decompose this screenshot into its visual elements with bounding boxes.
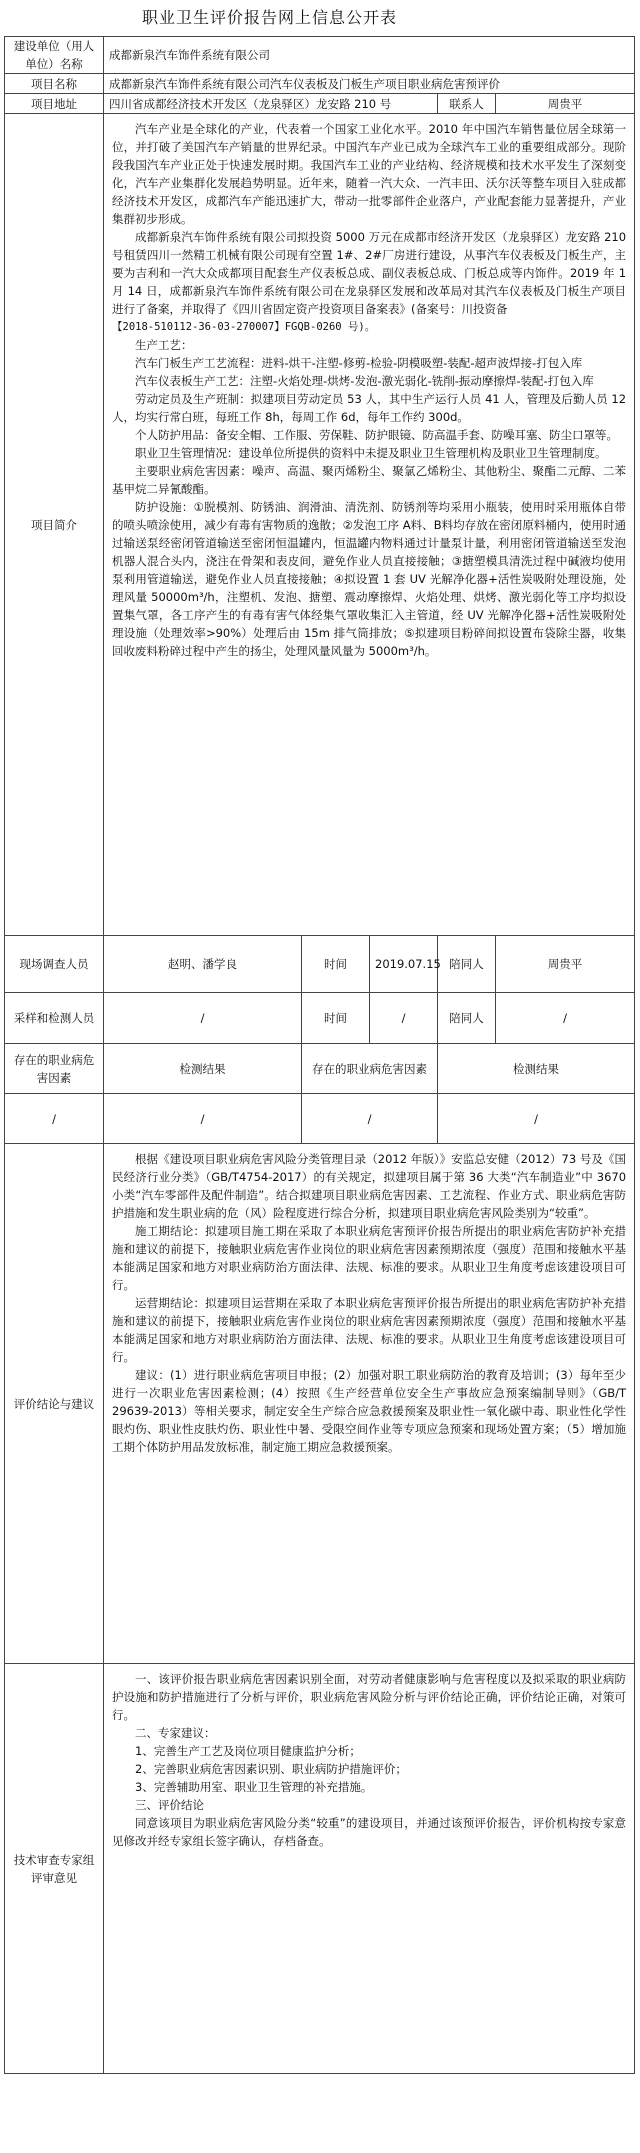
sampling-staff-label: 采样和检测人员 <box>5 993 104 1044</box>
survey-companion-label: 陪同人 <box>438 936 496 993</box>
test-result-value: / <box>104 1094 302 1144</box>
project-name-row <box>5 74 635 94</box>
contact-name: 周贵平 <box>496 94 635 114</box>
survey-staff-label: 现场调查人员 <box>5 936 104 993</box>
expert-line: 2、完善职业病危害因素识别、职业病防护措施评价； <box>135 1762 407 1776</box>
summary-paragraph: 防护设施：①脱模剂、防锈油、润滑油、清洗剂、防锈剂等均采用小瓶装，使用时采用瓶体自带的喷头喷涂使用，减少有毒有害物质的逸散；②发泡工序 A料、B料均存放在密闭原料桶内，使用时通过输送泵经密闭管道输送至密闭恒温罐内，恒温罐内物料通过计量泵计量，利用密闭管道输送至发泡机器人混合头内，浇注在骨架和表皮间，避免作业人员直接接触；③搪塑模具清洗过程中碱液均使用泵利用管道输送，避免作业人员直接接触；④拟设置 1 套 UV 光解净化器+活性炭吸附处理设施，处理风量 50000m³/h，注塑机、发泡、搪塑、震动摩擦焊、火焰处理、烘烤、激光弱化等工序均拟设置集气罩，各工序产生的有毒有害气体经集气罩收集汇入主管道，经 UV 光解净化器+活性炭吸附处理设施（处理效率>90%）处理后由 15m 排气筒排放；⑤拟建项目粉碎间拟设置布袋除尘器，收集回收废料粉碎过程中产生的扬尘，处理风量风量为 5000m³/h。 <box>112 500 627 658</box>
summary-paragraph: 生产工艺： <box>135 338 193 352</box>
test-result-header: 检测结果 <box>104 1044 302 1094</box>
summary-paragraph: 汽车仪表板生产工艺：注塑-火焰处理-烘烤-发泡-激光弱化-铣削-振动摩擦焊-装配-打包入库 <box>135 374 594 388</box>
project-address-label: 项目地址 <box>5 94 104 114</box>
sampling-date: / <box>370 993 438 1044</box>
summary-record-code: 【2018-510112-36-03-270007】FGQB-0260 号)。 <box>112 321 376 333</box>
hazard-factor-header: 存在的职业病危害因素 <box>302 1044 438 1094</box>
expert-row <box>5 1664 635 2074</box>
disclosure-table <box>4 36 635 2074</box>
summary-row <box>5 114 635 936</box>
summary-paragraph: 汽车门板生产工艺流程：进料-烘干-注塑-修剪-检验-阴模吸塑-装配-超声波焊接-打包入库 <box>135 356 583 370</box>
org-row <box>5 37 635 74</box>
expert-line: 3、完善辅助用室、职业卫生管理的补充措施。 <box>135 1780 373 1794</box>
summary-paragraph: 汽车产业是全球化的产业，代表着一个国家工业化水平。2010 年中国汽车销售量位居全球第一位，并打破了美国汽车产销量的世界纪录。中国汽车产业已成为全球汽车工业的重要组成部分。现阶段我国汽车产业正处于快速发展时期。我国汽车工业的产业结构、经济规模和技术水平发生了深刻变化，汽车产业集群化发展趋势明显。近年来，随着一汽大众、一汽丰田、沃尔沃等整车项目入驻成都经济技术开发区，成都汽车产能迅速扩大，带动一批零部件企业落户，产业配套能力显著提升，产业集群初步形成。 <box>112 122 627 226</box>
page-title: 职业卫生评价报告网上信息公开表 <box>142 8 398 27</box>
expert-line: 同意该项目为职业病危害风险分类“较重”的建设项目，并通过该预评价报告，评价机构按专家意见修改并经专家组长签字确认，存档备查。 <box>112 1816 627 1848</box>
survey-staff: 赵明、潘学良 <box>104 936 302 993</box>
expert-line: 三、评价结论 <box>135 1798 204 1812</box>
expert-line: 1、完善生产工艺及岗位项目健康监护分析； <box>135 1744 361 1758</box>
hazard-value-row <box>5 1094 635 1144</box>
project-name-label: 项目名称 <box>5 74 104 94</box>
sampling-staff: / <box>104 993 302 1044</box>
project-address-row <box>5 94 635 114</box>
survey-row <box>5 936 635 993</box>
hazard-header-row <box>5 1044 635 1094</box>
survey-companion: 周贵平 <box>496 936 635 993</box>
sampling-companion-label: 陪同人 <box>438 993 496 1044</box>
contact-label: 联系人 <box>438 94 496 114</box>
sampling-companion: / <box>496 993 635 1044</box>
hazard-factor-header: 存在的职业病危害因素 <box>5 1044 104 1094</box>
expert-line: 一、该评价报告职业病危害因素识别全面，对劳动者健康影响与危害程度以及拟采取的职业病防护设施和防护措施进行了分析与评价，职业病危害风险分析与评价结论正确，评价结论正确，对策可行。 <box>112 1672 627 1722</box>
summary-paragraph: 劳动定员及生产班制：拟建项目劳动定员 53 人，其中生产运行人员 41 人，管理及后勤人员 12 人，均实行常白班，每班工作 8h，每周工作 6d，每年工作约 300d。 <box>112 392 627 424</box>
project-name: 成都新泉汽车饰件系统有限公司汽车仪表板及门板生产项目职业病危害预评价 <box>104 74 635 94</box>
survey-time-label: 时间 <box>302 936 370 993</box>
conclusion-paragraph: 建议：(1）进行职业病危害项目申报；(2）加强对职工职业病防治的教育及培训；(3）每年至少进行一次职业危害因素检测；(4）按照《生产经营单位安全生产事故应急预案编制导则》（GB/T 29639-2013）等相关要求，制定安全生产综合应急救援预案及职业性一氧化碳中毒、职业性化学性眼灼伤、职业性皮肤灼伤、职业性中暑、受限空间作业等专项应急预案和现场处置方案；（5）增加施工期个体防护用品发放标准，制定施工期应急救援预案。 <box>112 1368 627 1454</box>
summary-label: 项目简介 <box>5 114 104 936</box>
org-name: 成都新泉汽车饰件系统有限公司 <box>104 37 635 74</box>
expert-line: 二、专家建议： <box>135 1726 216 1740</box>
hazard-factor-value: / <box>302 1094 438 1144</box>
sampling-row <box>5 993 635 1044</box>
conclusion-content <box>104 1144 635 1664</box>
hazard-factor-value: / <box>5 1094 104 1144</box>
expert-label: 技术审查专家组评审意见 <box>5 1664 104 2074</box>
conclusion-paragraph: 施工期结论：拟建项目施工期在采取了本职业病危害预评价报告所提出的职业病危害防护补充措施和建议的前提下，接触职业病危害作业岗位的职业病危害因素预期浓度（强度）范围和接触水平基本能满足国家和地方对职业病防治方面法律、法规、标准的要求。从职业卫生角度考虑该建设项目可行。 <box>112 1224 627 1292</box>
summary-paragraph: 成都新泉汽车饰件系统有限公司拟投资 5000 万元在成都市经济开发区（龙泉驿区）龙安路 210 号租赁四川一然精工机械有限公司现有空置 1#、2#厂房进行建设，从事汽车仪表板及门板生产，主要为吉利和一汽大众成都项目配套生产仪表板总成、副仪表板总成、门板总成等内饰件。2019 年 1 月 14 日，成都新泉汽车饰件系统有限公司在龙泉驿区发展和改革局对其汽车仪表板及门板生产项目进行了备案，并取得了《四川省固定资产投资项目备案表》(备案号：川投资备 <box>112 230 627 316</box>
summary-paragraph: 职业卫生管理情况：建设单位所提供的资料中未提及职业卫生管理机构及职业卫生管理制度。 <box>135 446 607 460</box>
test-result-header: 检测结果 <box>438 1044 635 1094</box>
sampling-time-label: 时间 <box>302 993 370 1044</box>
survey-date: 2019.07.15 <box>370 936 438 993</box>
summary-content <box>104 114 635 936</box>
test-result-value: / <box>438 1094 635 1144</box>
conclusion-label: 评价结论与建议 <box>5 1144 104 1664</box>
expert-content <box>104 1664 635 2074</box>
conclusion-paragraph: 运营期结论：拟建项目运营期在采取了本职业病危害预评价报告所提出的职业病危害防护补充措施和建议的前提下，接触职业病危害作业岗位的职业病危害因素预期浓度（强度）范围和接触水平基本能满足国家和地方对职业病防治方面法律、法规、标准的要求。从职业卫生角度考虑该建设项目可行。 <box>112 1296 627 1364</box>
conclusion-paragraph: 根据《建设项目职业病危害风险分类管理目录（2012 年版）》安监总安健（2012）73 号及《国民经济行业分类》（GB/T4754-2017）的有关规定，拟建项目属于第 36 大类“汽车制造业”中 3670 小类“汽车零部件及配件制造”。结合拟建项目职业病危害因素、工艺流程、作业方式、职业病危害防护措施和发生职业病的危（风）险程度进行综合分析，拟建项目职业病危害风险类别为“较重”。 <box>112 1152 627 1220</box>
summary-paragraph: 个人防护用品：备安全帽、工作服、劳保鞋、防护眼镜、防高温手套、防噪耳塞、防尘口罩等。 <box>135 428 618 442</box>
summary-paragraph: 主要职业病危害因素：噪声、高温、聚丙烯粉尘、聚氯乙烯粉尘、其他粉尘、聚酯二元醇、二苯基甲烷二异氰酸酯。 <box>112 464 627 496</box>
project-address: 四川省成都经济技术开发区（龙泉驿区）龙安路 210 号 <box>104 94 438 114</box>
org-label: 建设单位（用人单位）名称 <box>5 37 104 74</box>
conclusion-row <box>5 1144 635 1664</box>
